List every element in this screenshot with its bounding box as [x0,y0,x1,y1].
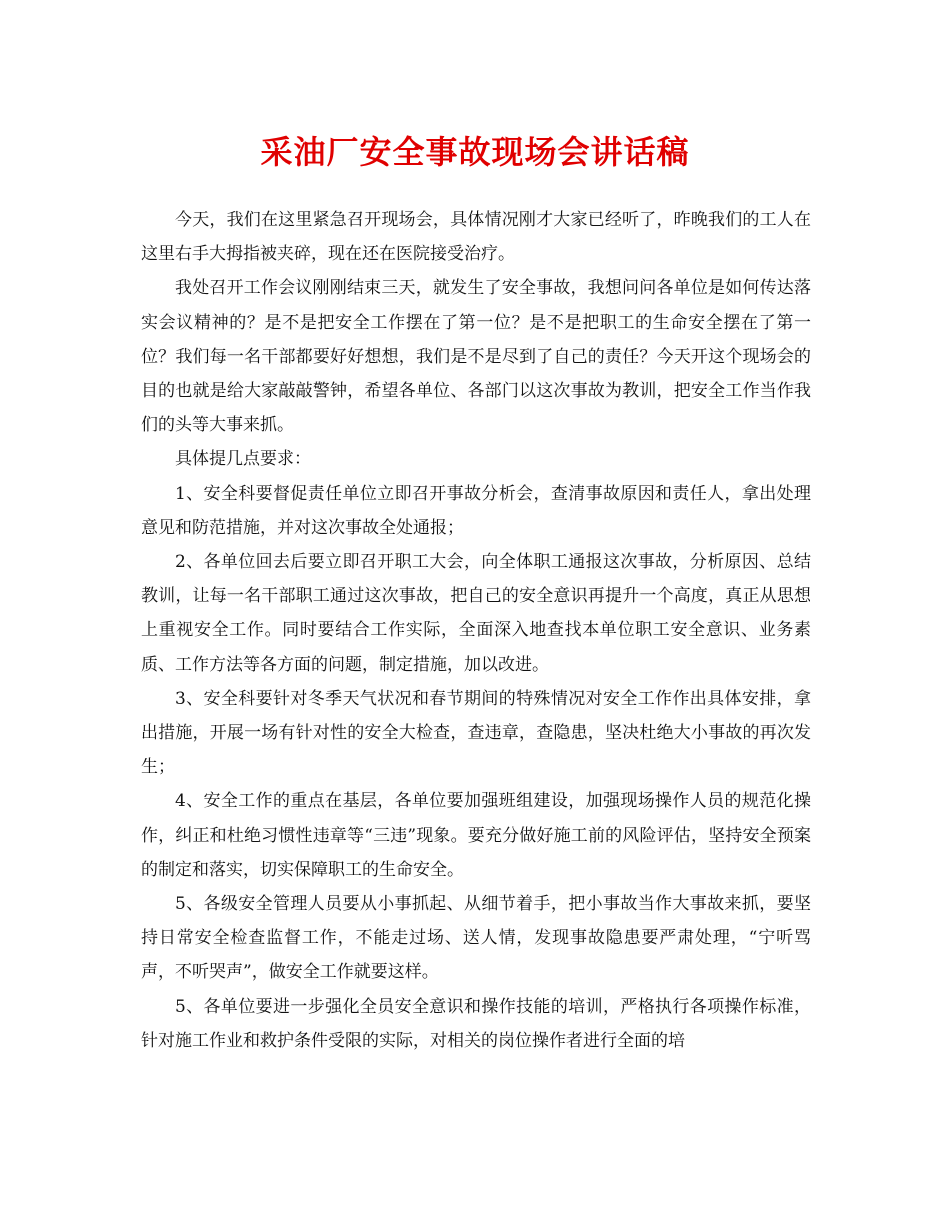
document-title: 采油厂安全事故现场会讲话稿 [260,133,690,171]
paragraph-requirement-2: 2、各单位回去后要立即召开职工大会，向全体职工通报这次事故，分析原因、总结教训，让每一名干部职工通过这次事故，把自己的安全意识再提升一个高度，真正从思想上重视安全工作。同时要结合工作实际，全面深入地查找本单位职工安全意识、业务素质、工作方法等各方面的问题，制定措施，加以改进。 [141,552,811,675]
document-body [141,203,811,1058]
paragraph-requirement-5a: 5、各级安全管理人员要从小事抓起、从细节着手，把小事故当作大事故来抓，要坚持日常安全检查监督工作，不能走过场、送人情，发现事故隐患要严肃处理，“宁听骂声，不听哭声”，做安全工作就要这样。 [141,894,811,983]
paragraph-question: 我处召开工作会议刚刚结束三天，就发生了安全事故，我想问问各单位是如何传达落实会议精神的？是不是把安全工作摆在了第一位？是不是把职工的生命安全摆在了第一位？我们每一名干部都要好好想想，我们是不是尽到了自己的责任？今天开这个现场会的目的也就是给大家敲敲警钟，希望各单位、各部门以这次事故为教训，把安全工作当作我们的头等大事来抓。 [141,278,811,436]
paragraph-opening: 今天，我们在这里紧急召开现场会，具体情况刚才大家已经听了，昨晚我们的工人在这里右手大拇指被夹碎，现在还在医院接受治疗。 [141,210,811,265]
paragraph-requirements-intro: 具体提几点要求： [175,449,311,470]
paragraph-requirement-3: 3、安全科要针对冬季天气状况和春节期间的特殊情况对安全工作作出具体安排，拿出措施，开展一场有针对性的安全大检查，查违章，查隐患，坚决杜绝大小事故的再次发生； [141,688,811,778]
paragraph-requirement-5b: 5、各单位要进一步强化全员安全意识和操作技能的培训，严格执行各项操作标准，针对施工作业和救护条件受限的实际，对相关的岗位操作者进行全面的培 [141,996,811,1051]
paragraph-requirement-1: 1、安全科要督促责任单位立即召开事故分析会，查清事故原因和责任人，拿出处理意见和防范措施，并对这次事故全处通报； [141,483,811,538]
paragraph-requirement-4: 4、安全工作的重点在基层，各单位要加强班组建设，加强现场操作人员的规范化操作，纠正和杜绝习惯性违章等“三违”现象。要充分做好施工前的风险评估，坚持安全预案的制定和落实，切实保障职工的生命安全。 [141,791,811,880]
